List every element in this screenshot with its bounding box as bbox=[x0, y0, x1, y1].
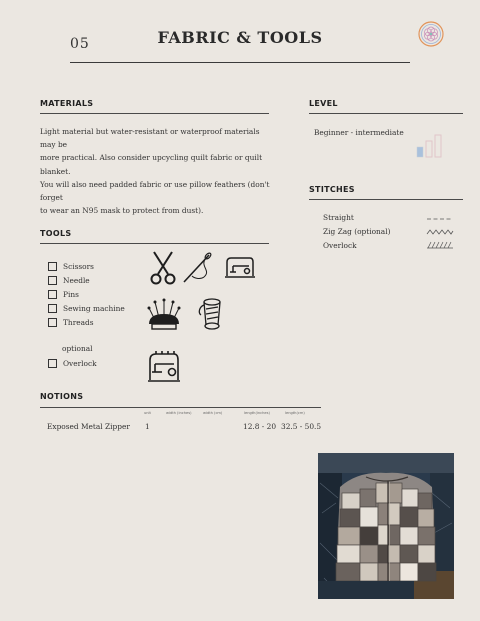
header-divider bbox=[70, 62, 410, 63]
pin-cushion-icon bbox=[145, 298, 183, 332]
tool-checkbox[interactable] bbox=[48, 359, 57, 368]
notions-col-length-cm: length(cm) bbox=[285, 411, 305, 415]
page-title: FABRIC & TOOLS bbox=[157, 28, 323, 47]
notions-col-length-in: length(inches) bbox=[244, 411, 270, 415]
notions-col-width-in: width (inches) bbox=[166, 411, 192, 415]
optional-tool-list bbox=[48, 356, 97, 370]
tool-checkbox[interactable] bbox=[48, 304, 57, 313]
zigzag-stitch-icon bbox=[426, 228, 454, 236]
tool-checkbox[interactable] bbox=[48, 290, 57, 299]
materials-divider bbox=[40, 113, 269, 114]
notions-item-unit: 1 bbox=[145, 422, 150, 431]
stitches-divider bbox=[309, 199, 463, 200]
tool-label: Threads bbox=[63, 317, 94, 327]
materials-line: Light material but water-resistant or waterproof materials may be bbox=[40, 127, 260, 150]
notions-item-length-in: 12.8 - 20 bbox=[243, 422, 277, 431]
notions-col-unit: unit bbox=[144, 411, 151, 415]
tool-item-overlock[interactable] bbox=[48, 356, 97, 370]
materials-description bbox=[40, 125, 272, 217]
tool-checkbox[interactable] bbox=[48, 318, 57, 327]
sewing-machine-icon bbox=[224, 256, 256, 280]
straight-stitch-icon bbox=[426, 215, 454, 223]
stitch-item-overlock: Overlock bbox=[323, 241, 357, 250]
tool-label: Pins bbox=[63, 289, 79, 299]
overlock-stitch-icon bbox=[426, 241, 454, 249]
thread-spool-icon bbox=[196, 297, 226, 331]
scissors-icon bbox=[149, 250, 177, 286]
tool-label: Sewing machine bbox=[63, 303, 125, 313]
tool-item-needle[interactable] bbox=[48, 273, 125, 287]
patchwork-jacket-photo bbox=[318, 453, 454, 599]
tool-label: Scissors bbox=[63, 261, 94, 271]
page-number: 05 bbox=[70, 36, 90, 52]
tools-divider bbox=[40, 243, 269, 244]
needle-thread-icon bbox=[182, 250, 214, 284]
materials-line: You will also need padded fabric or use pillow feathers (don't forget bbox=[40, 179, 270, 203]
notions-item-length-cm: 32.5 - 50.5 bbox=[281, 422, 322, 431]
notions-heading: NOTIONS bbox=[40, 392, 84, 401]
tool-item-pins[interactable] bbox=[48, 287, 125, 301]
notions-divider bbox=[40, 407, 321, 408]
tool-item-scissors[interactable] bbox=[48, 259, 125, 273]
notions-item-name: Exposed Metal Zipper bbox=[47, 422, 130, 431]
level-divider bbox=[309, 113, 463, 114]
level-value: Beginner - intermediate bbox=[314, 128, 404, 137]
stitch-item-zigzag: Zig Zag (optional) bbox=[323, 227, 391, 236]
materials-line: more practical. Also consider upcycling quilt fabric or quilt blanket. bbox=[40, 153, 263, 176]
overlock-machine-icon bbox=[146, 350, 182, 384]
materials-heading: MATERIALS bbox=[40, 99, 94, 108]
level-heading: LEVEL bbox=[309, 99, 338, 108]
stitch-item-straight: Straight bbox=[323, 213, 354, 222]
stitches-heading: STITCHES bbox=[309, 185, 355, 194]
tool-checkbox[interactable] bbox=[48, 262, 57, 271]
tool-item-sewing-machine[interactable] bbox=[48, 301, 125, 315]
flower-of-life-logo-icon bbox=[418, 21, 444, 47]
tool-label: Overlock bbox=[63, 358, 97, 368]
optional-label: optional bbox=[62, 344, 93, 353]
tool-item-threads[interactable] bbox=[48, 315, 125, 329]
difficulty-bars-icon bbox=[416, 134, 444, 158]
tool-checklist bbox=[48, 259, 125, 329]
tool-checkbox[interactable] bbox=[48, 276, 57, 285]
materials-line: to wear an N95 mask to protect from dust). bbox=[40, 206, 204, 216]
stitch-list bbox=[323, 211, 390, 253]
notions-col-width-cm: width (cm) bbox=[203, 411, 223, 415]
tools-heading: TOOLS bbox=[40, 229, 72, 238]
tool-label: Needle bbox=[63, 275, 90, 285]
